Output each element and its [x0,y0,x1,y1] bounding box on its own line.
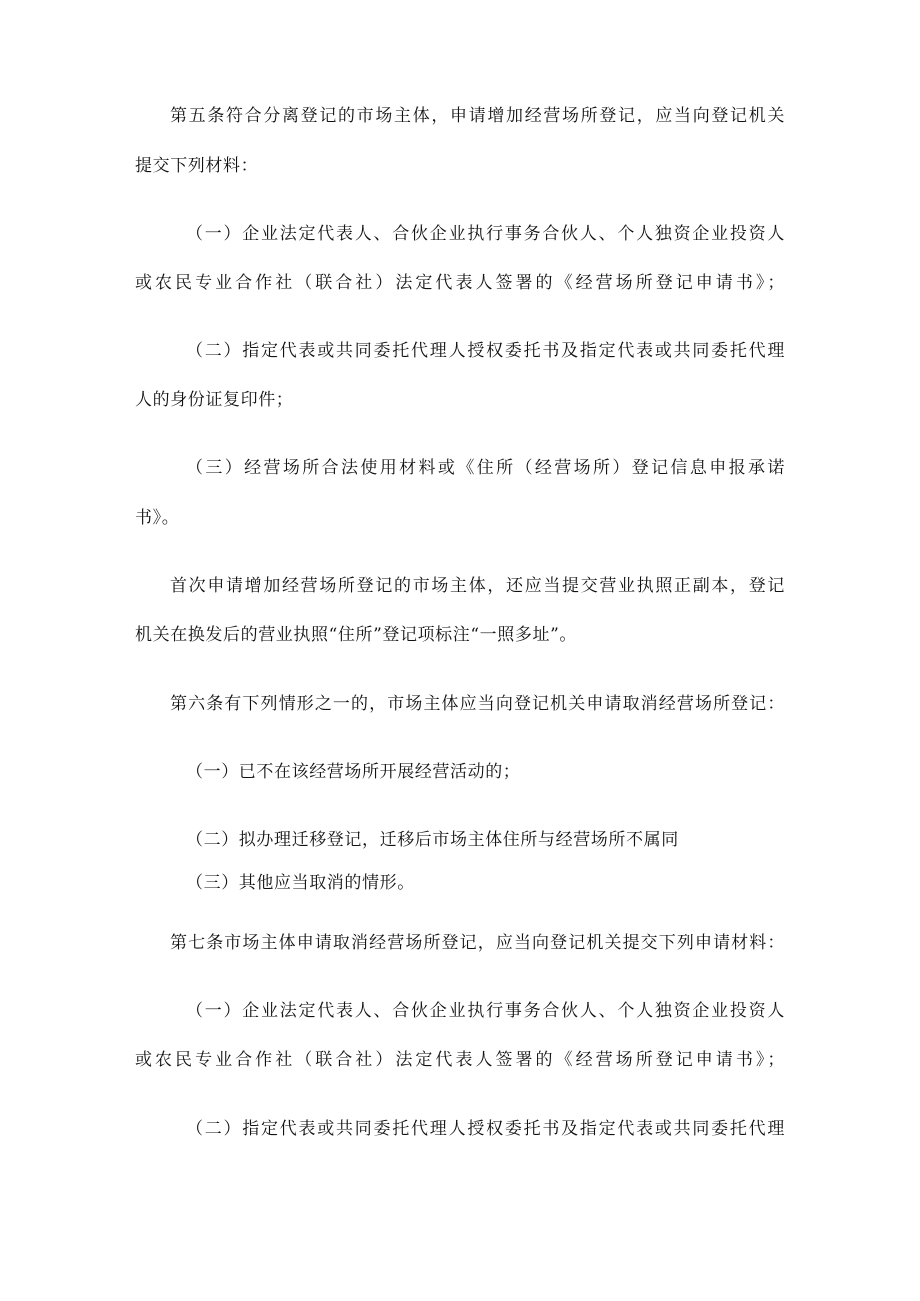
article-7-item-1-line-2: 或农民专业合作社（联合社）法定代表人签署的《经营场所登记申请书》； [135,1050,785,1070]
article-5-item-1-line-2: 或农民专业合作社（联合社）法定代表人签署的《经营场所登记申请书》； [135,273,785,293]
article-6-item-2: （二）拟办理迁移登记，迁移后市场主体住所与经营场所不属同 [186,830,679,850]
article-7-item-1-line-1: （一）企业法定代表人、合伙企业执行事务合伙人、个人独资企业投资人 [186,1001,785,1021]
article-7-item-2-line-1: （二）指定代表或共同委托代理人授权委托书及指定代表或共同委托代理 [186,1119,785,1139]
article-6-heading: 第六条有下列情形之一的，市场主体应当向登记机关申请取消经营场所登记： [170,694,785,714]
article-6-item-3: （三）其他应当取消的情形。 [186,873,415,893]
article-5-note-line-1: 首次申请增加经营场所登记的市场主体，还应当提交营业执照正副本，登记 [170,576,785,596]
article-5-item-2-line-2: 人的身份证复印件； [135,390,294,410]
article-5-item-1-line-1: （一）企业法定代表人、合伙企业执行事务合伙人、个人独资企业投资人 [186,224,785,244]
article-5-note-line-2: 机关在换发后的营业执照“住所”登记项标注“一照多址”。 [135,625,577,645]
article-5-line-1: 第五条符合分离登记的市场主体，申请增加经营场所登记，应当向登记机关 [170,106,785,126]
article-5-item-3-line-2: 书》。 [135,508,180,528]
article-7-heading: 第七条市场主体申请取消经营场所登记，应当向登记机关提交下列申请材料： [170,933,785,953]
article-5-item-2-line-1: （二）指定代表或共同委托代理人授权委托书及指定代表或共同委托代理 [186,341,785,361]
article-5-item-3-line-1: （三）经营场所合法使用材料或《住所（经营场所）登记信息申报承诺 [186,458,785,478]
article-5-line-2: 提交下列材料： [135,156,259,176]
article-6-item-1: （一）已不在该经营场所开展经营活动的； [186,762,521,782]
